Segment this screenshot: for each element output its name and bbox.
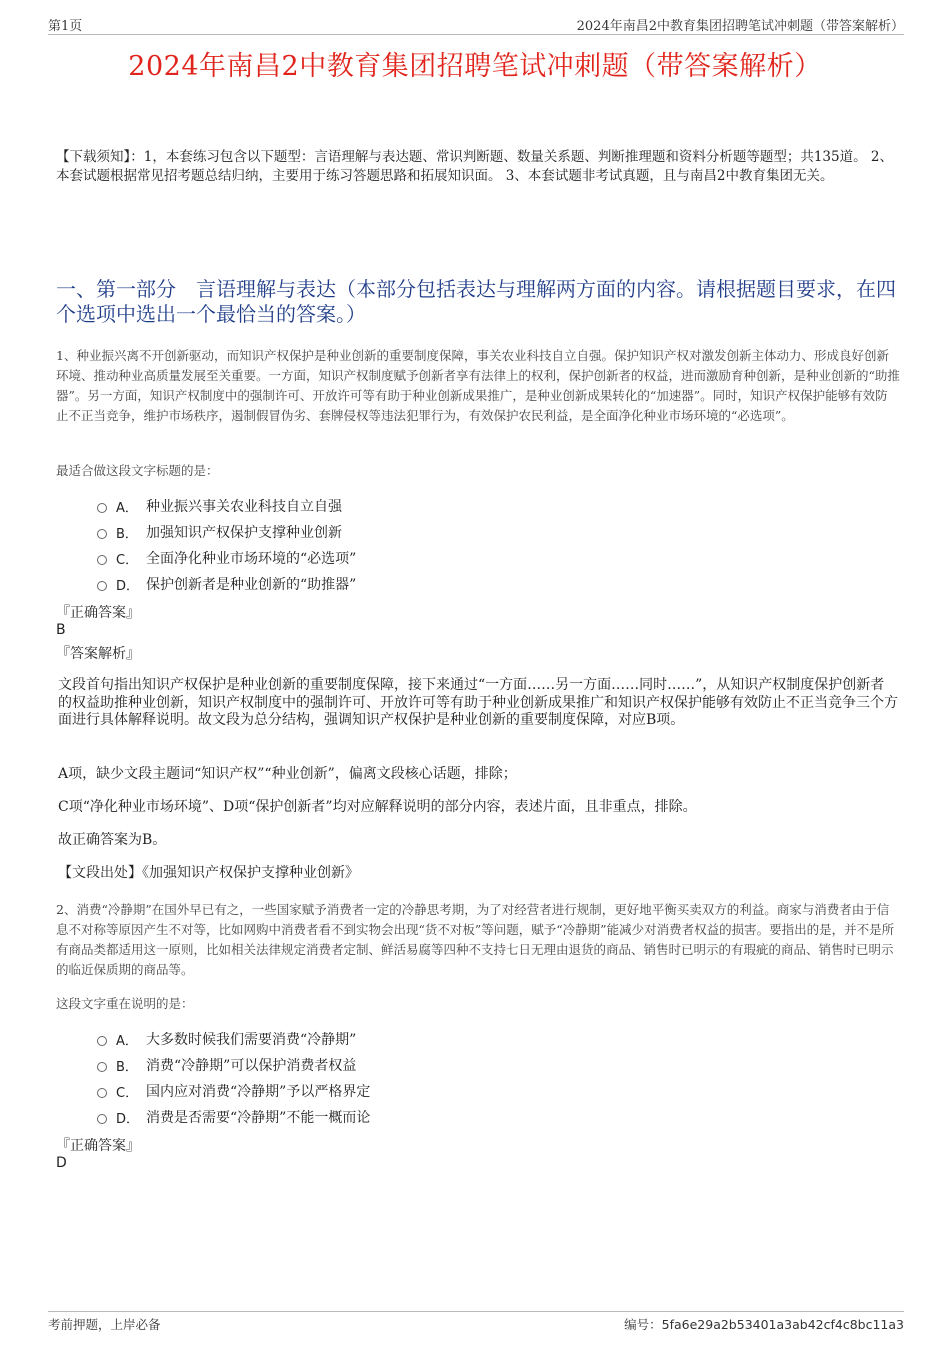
question-1-analysis-tag: 『答案解析』 (56, 646, 140, 662)
radio-icon[interactable] (97, 529, 107, 539)
question-2-option-c[interactable]: C． 国内应对消费“冷静期”予以严格界定 (97, 1078, 597, 1104)
question-2-answer-tag: 『正确答案』 (56, 1138, 140, 1154)
section-title: 一、第一部分 言语理解与表达（本部分包括表达与理解两方面的内容。请根据题目要求，在四个选项中选出一个最恰当的答案。） (56, 277, 896, 326)
question-2-option-a[interactable]: A． 大多数时候我们需要消费“冷静期” (97, 1026, 597, 1052)
document-title: 2024年南昌2中教育集团招聘笔试冲刺题（带答案解析） (128, 51, 822, 82)
page-header (48, 14, 904, 35)
radio-icon[interactable] (97, 503, 107, 513)
question-1-option-a[interactable]: A． 种业振兴事关农业科技自立自强 (97, 493, 597, 519)
radio-icon[interactable] (97, 1062, 107, 1072)
page-footer (48, 1311, 904, 1332)
question-1-source: 【文段出处】《加强知识产权保护支撑种业创新》 (58, 865, 359, 881)
header-doc-title: 2024年南昌2中教育集团招聘笔试冲刺题（带答案解析） (576, 19, 904, 34)
question-1-prompt: 最适合做这段文字标题的是： (56, 463, 219, 478)
question-1-answer: B (56, 622, 66, 638)
download-notice: 【下载须知】：1，本套练习包含以下题型：言语理解与表达题、常识判断题、数量关系题、判断推理题和资料分析题等题型；共135道。 2、本套试题根据常见招考题总结归纳，主要用于练习答题思路和拓展知识面。 3、本套试题非考试真题，且与南昌2中教育集团无关。 (56, 149, 893, 184)
question-2-prompt: 这段文字重在说明的是： (56, 996, 194, 1011)
question-1-text: 1、种业振兴离不开创新驱动，而知识产权保护是种业创新的重要制度保障，事关农业科技自立自强。保护知识产权对激发创新主体动力、形成良好创新环境、推动种业高质量发展至关重要。一方面，知识产权制度赋予创新者享有法律上的权利，保护创新者的权益，进而激励育种创新，是种业创新的“助推器”。另一方面，知识产权制度中的强制许可、开放许可等有助于种业创新成果推广，是种业创新成果转化的“加速器”。同时，知识产权保护能够有效防止不正当竞争，维护市场秩序，遏制假冒伪劣、套牌侵权等违法犯罪行为，有效保护农民利益，是全面净化种业市场环境的“必选项”。 (56, 348, 900, 423)
question-1-option-c[interactable]: C． 全面净化种业市场环境的“必选项” (97, 545, 597, 571)
question-1-option-d[interactable]: D． 保护创新者是种业创新的“助推器” (97, 571, 597, 597)
question-1-analysis-2: A项，缺少文段主题词“知识产权”“种业创新”，偏离文段核心话题，排除； (58, 766, 517, 782)
question-1-option-b[interactable]: B． 加强知识产权保护支撑种业创新 (97, 519, 597, 545)
question-1-analysis-3: C项“净化种业市场环境”、D项“保护创新者”均对应解释说明的部分内容，表述片面，且非重点，排除。 (58, 799, 697, 815)
question-2-answer: D (56, 1155, 67, 1171)
footer-slogan: 考前押题，上岸必备 (48, 1317, 161, 1332)
footer-code: 编号：5fa6e29a2b53401a3ab42cf4c8bc11a3 (624, 1317, 904, 1332)
radio-icon[interactable] (97, 1088, 107, 1098)
question-2-text: 2、消费“冷静期”在国外早已有之，一些国家赋予消费者一定的冷静思考期，为了对经营者进行规制，更好地平衡买卖双方的利益。商家与消费者由于信息不对称等原因产生不对等，比如网购中消费者看不到实物会出现“货不对板”等问题，赋予“冷静期”能减少对消费者权益的损害。要指出的是，并不是所有商品类都适用这一原则，比如相关法律规定消费者定制、鲜活易腐等四种不支持七日无理由退货的商品、销售时已明示的有瑕疵的商品、销售时已明示的临近保质期的商品等。 (56, 902, 895, 977)
radio-icon[interactable] (97, 1114, 107, 1124)
question-1-analysis-4: 故正确答案为B。 (58, 832, 167, 848)
question-2-option-b[interactable]: B． 消费“冷静期”可以保护消费者权益 (97, 1052, 597, 1078)
radio-icon[interactable] (97, 555, 107, 565)
radio-icon[interactable] (97, 581, 107, 591)
question-1-answer-tag: 『正确答案』 (56, 605, 140, 621)
radio-icon[interactable] (97, 1036, 107, 1046)
question-1-analysis-1: 文段首句指出知识产权保护是种业创新的重要制度保障，接下来通过“一方面……另一方面……同时……”，从知识产权制度保护创新者的权益助推种业创新，知识产权制度中的强制许可、开放许可等有助于种业创新成果推广和知识产权保护能够有效防止不正当竞争三个方面进行具体解释说明。故文段为总分结构，强调知识产权保护是种业创新的重要制度保障，对应B项。 (58, 677, 898, 728)
question-1-options (97, 493, 597, 597)
question-2-option-d[interactable]: D． 消费是否需要“冷静期”不能一概而论 (97, 1104, 597, 1130)
page-number: 第1页 (48, 19, 83, 34)
question-2-options (97, 1026, 597, 1130)
